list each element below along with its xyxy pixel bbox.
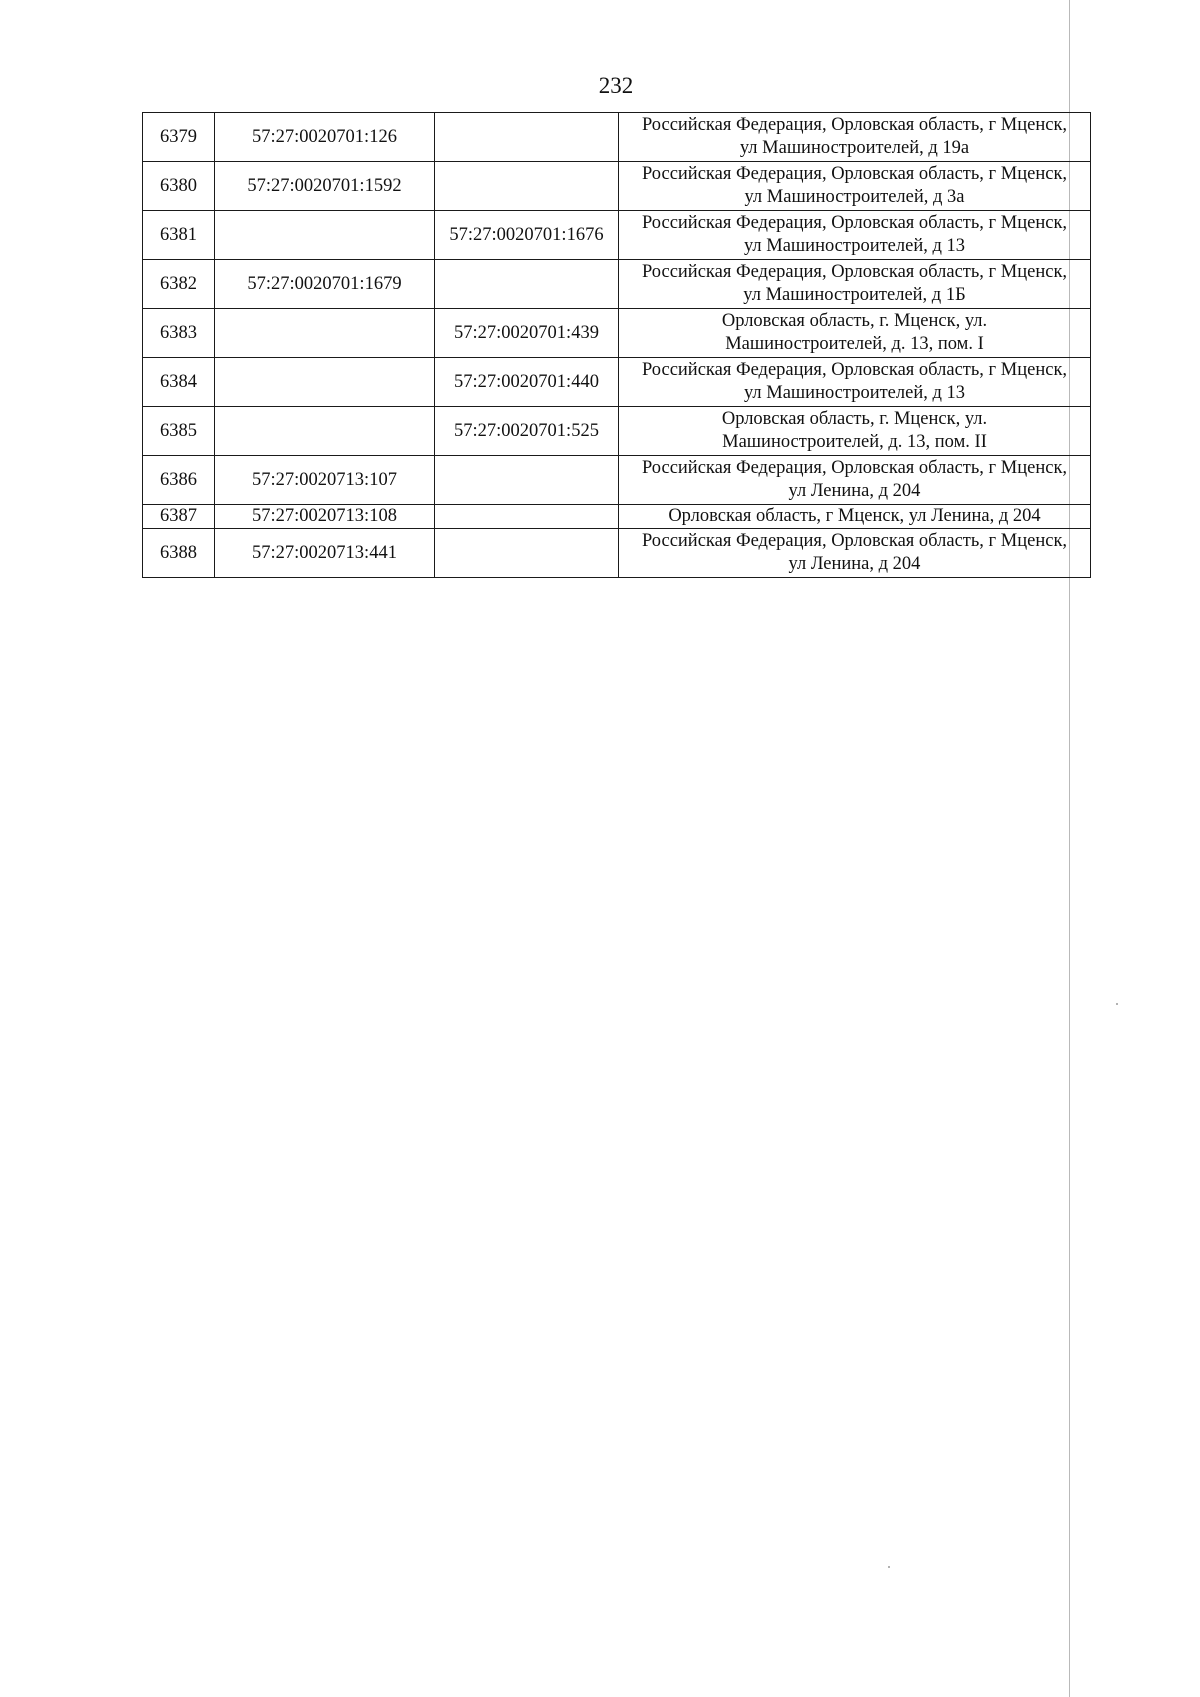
table-row	[143, 358, 1091, 407]
scan-speck	[1116, 1003, 1118, 1005]
table-row	[143, 113, 1091, 162]
address-line: Российская Федерация, Орловская область, г Мценск,	[641, 458, 1068, 478]
table-row	[143, 162, 1091, 211]
row-number-cell: 6382	[143, 260, 215, 309]
row-number-cell: 6384	[143, 358, 215, 407]
address-line: ул Машиностроителей, д 13	[743, 383, 966, 403]
address-line: ул Машиностроителей, д 1Б	[743, 285, 966, 305]
address-cell	[619, 113, 1091, 162]
row-number-cell: 6379	[143, 113, 215, 162]
address-cell	[619, 358, 1091, 407]
row-number-cell: 6388	[143, 529, 215, 578]
address-cell	[619, 456, 1091, 505]
row-number-cell: 6386	[143, 456, 215, 505]
page-number: 232	[598, 73, 634, 98]
address-cell	[619, 529, 1091, 578]
address-cell	[619, 211, 1091, 260]
address-line: Российская Федерация, Орловская область, г Мценск,	[641, 531, 1068, 551]
address-cell	[619, 505, 1091, 529]
land-cadastral-cell	[215, 407, 435, 456]
land-cadastral-cell	[215, 309, 435, 358]
address-line: Машиностроителей, д. 13, пом. II	[722, 432, 987, 452]
address-line: ул Машиностроителей, д 19а	[739, 138, 970, 158]
object-cadastral-cell: 57:27:0020701:525	[435, 407, 619, 456]
table-row	[143, 505, 1091, 529]
table-row	[143, 529, 1091, 578]
row-number-cell: 6387	[143, 505, 215, 529]
object-cadastral-cell	[435, 529, 619, 578]
address-line: Орловская область, г. Мценск, ул.	[721, 311, 988, 331]
address-cell	[619, 407, 1091, 456]
land-cadastral-cell	[215, 211, 435, 260]
address-line: ул Машиностроителей, д 13	[743, 236, 966, 256]
object-cadastral-cell	[435, 505, 619, 529]
address-line: Российская Федерация, Орловская область, г Мценск,	[641, 360, 1068, 380]
land-cadastral-cell: 57:27:0020713:441	[215, 529, 435, 578]
address-cell	[619, 162, 1091, 211]
table-row	[143, 260, 1091, 309]
address-line: Российская Федерация, Орловская область, г Мценск,	[641, 115, 1068, 135]
object-cadastral-cell	[435, 260, 619, 309]
cadastral-table	[142, 112, 1091, 578]
land-cadastral-cell: 57:27:0020701:1679	[215, 260, 435, 309]
land-cadastral-cell: 57:27:0020701:126	[215, 113, 435, 162]
address-cell	[619, 260, 1091, 309]
land-cadastral-cell: 57:27:0020701:1592	[215, 162, 435, 211]
land-cadastral-cell: 57:27:0020713:108	[215, 505, 435, 529]
address-line: Орловская область, г. Мценск, ул.	[721, 409, 988, 429]
address-line: ул Ленина, д 204	[788, 481, 921, 501]
object-cadastral-cell: 57:27:0020701:439	[435, 309, 619, 358]
table-row	[143, 211, 1091, 260]
row-number-cell: 6385	[143, 407, 215, 456]
object-cadastral-cell	[435, 162, 619, 211]
object-cadastral-cell: 57:27:0020701:440	[435, 358, 619, 407]
object-cadastral-cell	[435, 456, 619, 505]
table-row	[143, 309, 1091, 358]
row-number-cell: 6381	[143, 211, 215, 260]
address-cell	[619, 309, 1091, 358]
address-line: Российская Федерация, Орловская область, г Мценск,	[641, 164, 1068, 184]
object-cadastral-cell: 57:27:0020701:1676	[435, 211, 619, 260]
address-line: Российская Федерация, Орловская область, г Мценск,	[641, 262, 1068, 282]
table-row	[143, 407, 1091, 456]
address-line: Орловская область, г Мценск, ул Ленина, д 204	[668, 506, 1041, 526]
row-number-cell: 6383	[143, 309, 215, 358]
land-cadastral-cell	[215, 358, 435, 407]
address-line: Машиностроителей, д. 13, пом. I	[725, 334, 984, 354]
address-line: Российская Федерация, Орловская область, г Мценск,	[641, 213, 1068, 233]
address-line: ул Машиностроителей, д 3а	[744, 187, 965, 207]
row-number-cell: 6380	[143, 162, 215, 211]
scan-speck	[888, 1566, 890, 1568]
object-cadastral-cell	[435, 113, 619, 162]
address-line: ул Ленина, д 204	[788, 554, 921, 574]
land-cadastral-cell: 57:27:0020713:107	[215, 456, 435, 505]
table-row	[143, 456, 1091, 505]
